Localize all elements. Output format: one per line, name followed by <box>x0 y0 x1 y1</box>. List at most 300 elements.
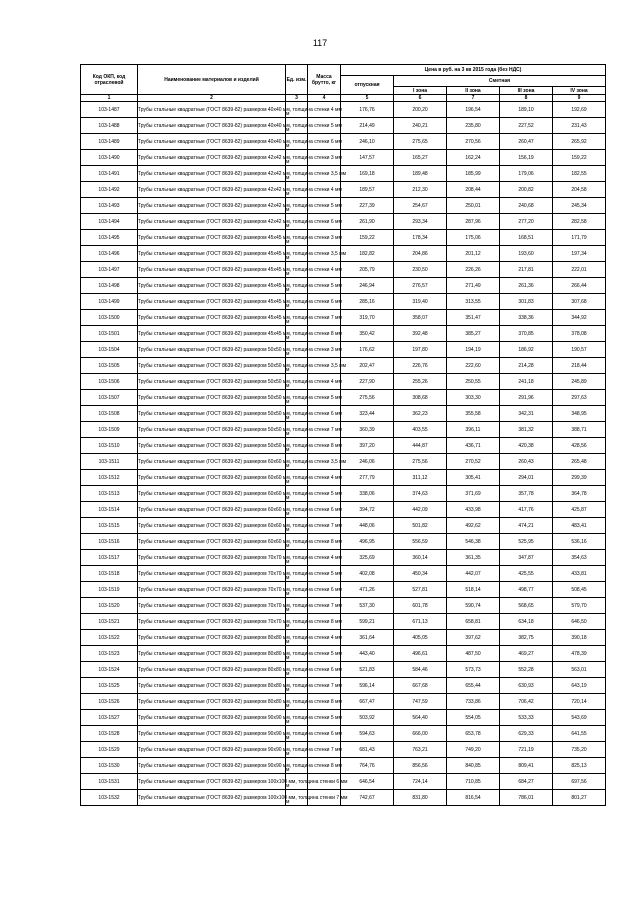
col-number: 6 <box>394 95 447 102</box>
row-zone-2-price: 208,44 <box>447 182 500 198</box>
row-zone-4-price: 204,58 <box>553 182 606 198</box>
row-zone-3-price: 417,76 <box>500 502 553 518</box>
row-unit: м <box>286 726 308 742</box>
row-name: Трубы стальные квадратные (ГОСТ 8639-82) размером 60х60 мм, толщина стенки 7 мм <box>138 518 286 534</box>
row-zone-2-price: 433,98 <box>447 502 500 518</box>
table-row <box>81 726 606 742</box>
row-release-price: 169,18 <box>341 166 394 182</box>
table-row <box>81 438 606 454</box>
row-unit: м <box>286 774 308 790</box>
row-code: 103-1513 <box>81 486 138 502</box>
row-name: Трубы стальные квадратные (ГОСТ 8639-82) размером 45х45 мм, толщина стенки 5 мм <box>138 278 286 294</box>
row-release-price: 323,44 <box>341 406 394 422</box>
row-code: 103-1506 <box>81 374 138 390</box>
col-number: 5 <box>341 95 394 102</box>
row-name: Трубы стальные квадратные (ГОСТ 8639-82) размером 80х80 мм, толщина стенки 6 мм <box>138 662 286 678</box>
row-release-price: 214,49 <box>341 118 394 134</box>
table-row <box>81 358 606 374</box>
row-zone-3-price: 241,18 <box>500 374 553 390</box>
row-zone-2-price: 658,81 <box>447 614 500 630</box>
col-number: 3 <box>286 95 308 102</box>
row-release-price: 338,06 <box>341 486 394 502</box>
row-zone-4-price: 364,78 <box>553 486 606 502</box>
row-code: 103-1530 <box>81 758 138 774</box>
row-code: 103-1523 <box>81 646 138 662</box>
row-zone-1-price: 584,46 <box>394 662 447 678</box>
row-name: Трубы стальные квадратные (ГОСТ 8639-82) размером 80х80 мм, толщина стенки 8 мм <box>138 694 286 710</box>
row-code: 103-1497 <box>81 262 138 278</box>
table-row <box>81 166 606 182</box>
row-unit: м <box>286 406 308 422</box>
table-row <box>81 662 606 678</box>
row-zone-4-price: 508,45 <box>553 582 606 598</box>
row-code: 103-1493 <box>81 198 138 214</box>
row-zone-4-price: 348,95 <box>553 406 606 422</box>
row-zone-2-price: 487,50 <box>447 646 500 662</box>
row-zone-2-price: 573,73 <box>447 662 500 678</box>
row-zone-3-price: 217,81 <box>500 262 553 278</box>
row-name: Трубы стальные квадратные (ГОСТ 8639-82) размером 40х40 мм, толщина стенки 4 мм <box>138 102 286 118</box>
row-zone-3-price: 382,75 <box>500 630 553 646</box>
row-zone-1-price: 254,67 <box>394 198 447 214</box>
row-zone-3-price: 684,27 <box>500 774 553 790</box>
row-zone-3-price: 294,01 <box>500 470 553 486</box>
row-unit: м <box>286 534 308 550</box>
row-zone-4-price: 641,55 <box>553 726 606 742</box>
row-zone-3-price: 189,10 <box>500 102 553 118</box>
row-zone-1-price: 319,40 <box>394 294 447 310</box>
row-name: Трубы стальные квадратные (ГОСТ 8639-82) размером 42х42 мм, толщина стенки 6 мм <box>138 214 286 230</box>
row-unit: м <box>286 246 308 262</box>
row-name: Трубы стальные квадратные (ГОСТ 8639-82) размером 50х50 мм, толщина стенки 8 мм <box>138 438 286 454</box>
row-unit: м <box>286 518 308 534</box>
row-zone-1-price: 275,65 <box>394 134 447 150</box>
row-code: 103-1527 <box>81 710 138 726</box>
table-row <box>81 534 606 550</box>
row-release-price: 402,08 <box>341 566 394 582</box>
row-zone-2-price: 396,11 <box>447 422 500 438</box>
row-unit: м <box>286 694 308 710</box>
row-release-price: 246,06 <box>341 454 394 470</box>
row-code: 103-1511 <box>81 454 138 470</box>
row-zone-1-price: 831,80 <box>394 790 447 806</box>
table-row <box>81 374 606 390</box>
row-code: 103-1516 <box>81 534 138 550</box>
row-release-price: 594,63 <box>341 726 394 742</box>
row-unit: м <box>286 438 308 454</box>
row-name: Трубы стальные квадратные (ГОСТ 8639-82) размером 40х40 мм, толщина стенки 5 мм <box>138 118 286 134</box>
row-release-price: 443,40 <box>341 646 394 662</box>
row-zone-3-price: 260,47 <box>500 134 553 150</box>
row-zone-3-price: 179,06 <box>500 166 553 182</box>
table-row <box>81 598 606 614</box>
row-zone-1-price: 601,78 <box>394 598 447 614</box>
table-row <box>81 678 606 694</box>
row-zone-4-price: 197,34 <box>553 246 606 262</box>
row-zone-3-price: 706,42 <box>500 694 553 710</box>
header-zone-2: II зона <box>447 87 500 95</box>
row-code: 103-1504 <box>81 342 138 358</box>
row-zone-3-price: 260,43 <box>500 454 553 470</box>
row-unit: м <box>286 678 308 694</box>
table-row <box>81 502 606 518</box>
row-unit: м <box>286 614 308 630</box>
row-code: 103-1492 <box>81 182 138 198</box>
row-unit: м <box>286 118 308 134</box>
table-row <box>81 214 606 230</box>
row-name: Трубы стальные квадратные (ГОСТ 8639-82) размером 60х60 мм, толщина стенки 5 мм <box>138 486 286 502</box>
row-release-price: 261,90 <box>341 214 394 230</box>
row-name: Трубы стальные квадратные (ГОСТ 8639-82) размером 45х45 мм, толщина стенки 8 мм <box>138 326 286 342</box>
row-zone-1-price: 374,63 <box>394 486 447 502</box>
row-unit: м <box>286 294 308 310</box>
row-code: 103-1521 <box>81 614 138 630</box>
row-name: Трубы стальные квадратные (ГОСТ 8639-82) размером 50х50 мм, толщина стенки 5 мм <box>138 390 286 406</box>
row-name: Трубы стальные квадратные (ГОСТ 8639-82) размером 45х45 мм, толщина стенки 7 мм <box>138 310 286 326</box>
row-name: Трубы стальные квадратные (ГОСТ 8639-82) размером 90х90 мм, толщина стенки 6 мм <box>138 726 286 742</box>
row-code: 103-1487 <box>81 102 138 118</box>
row-name: Трубы стальные квадратные (ГОСТ 8639-82) размером 70х70 мм, толщина стенки 6 мм <box>138 582 286 598</box>
row-zone-3-price: 498,77 <box>500 582 553 598</box>
row-name: Трубы стальные квадратные (ГОСТ 8639-82) размером 70х70 мм, толщина стенки 5 мм <box>138 566 286 582</box>
row-release-price: 277,79 <box>341 470 394 486</box>
row-zone-4-price: 428,56 <box>553 438 606 454</box>
row-zone-2-price: 271,49 <box>447 278 500 294</box>
row-unit: м <box>286 710 308 726</box>
row-zone-2-price: 590,74 <box>447 598 500 614</box>
row-zone-3-price: 629,33 <box>500 726 553 742</box>
row-code: 103-1488 <box>81 118 138 134</box>
row-zone-1-price: 403,55 <box>394 422 447 438</box>
row-zone-3-price: 469,27 <box>500 646 553 662</box>
table-row <box>81 422 606 438</box>
row-name: Трубы стальные квадратные (ГОСТ 8639-82) размером 42х42 мм, толщина стенки 5 мм <box>138 198 286 214</box>
header-unit: Ед. изм. <box>286 65 308 95</box>
row-release-price: 397,20 <box>341 438 394 454</box>
row-release-price: 360,39 <box>341 422 394 438</box>
table-row <box>81 486 606 502</box>
row-zone-2-price: 162,24 <box>447 150 500 166</box>
row-release-price: 496,95 <box>341 534 394 550</box>
row-name: Трубы стальные квадратные (ГОСТ 8639-82) размером 80х80 мм, толщина стенки 4 мм <box>138 630 286 646</box>
row-zone-4-price: 190,57 <box>553 342 606 358</box>
row-code: 103-1515 <box>81 518 138 534</box>
row-zone-4-price: 307,68 <box>553 294 606 310</box>
row-zone-1-price: 724,14 <box>394 774 447 790</box>
row-zone-2-price: 840,85 <box>447 758 500 774</box>
row-release-price: 189,57 <box>341 182 394 198</box>
row-zone-3-price: 156,19 <box>500 150 553 166</box>
row-code: 103-1519 <box>81 582 138 598</box>
row-release-price: 448,06 <box>341 518 394 534</box>
row-zone-2-price: 194,19 <box>447 342 500 358</box>
header-zone-3: III зона <box>500 87 553 95</box>
table-row <box>81 470 606 486</box>
row-release-price: 159,22 <box>341 230 394 246</box>
header-price-group: Цена в руб. на 3 кв 2015 года (без НДС) <box>341 65 606 76</box>
row-zone-1-price: 556,59 <box>394 534 447 550</box>
row-zone-4-price: 282,58 <box>553 214 606 230</box>
row-zone-3-price: 277,20 <box>500 214 553 230</box>
row-zone-3-price: 420,38 <box>500 438 553 454</box>
row-code: 103-1508 <box>81 406 138 422</box>
row-unit: м <box>286 278 308 294</box>
row-unit: м <box>286 454 308 470</box>
row-zone-1-price: 667,68 <box>394 678 447 694</box>
row-zone-1-price: 392,48 <box>394 326 447 342</box>
row-code: 103-1526 <box>81 694 138 710</box>
row-code: 103-1532 <box>81 790 138 806</box>
row-name: Трубы стальные квадратные (ГОСТ 8639-82) размером 80х80 мм, толщина стенки 7 мм <box>138 678 286 694</box>
row-name: Трубы стальные квадратные (ГОСТ 8639-82) размером 42х42 мм, толщина стенки 3 мм <box>138 150 286 166</box>
row-name: Трубы стальные квадратные (ГОСТ 8639-82) размером 100х100 мм, толщина стенки 6 мм <box>138 774 286 790</box>
row-release-price: 521,83 <box>341 662 394 678</box>
row-unit: м <box>286 742 308 758</box>
row-code: 103-1520 <box>81 598 138 614</box>
row-code: 103-1517 <box>81 550 138 566</box>
table-row <box>81 742 606 758</box>
row-zone-1-price: 666,00 <box>394 726 447 742</box>
row-release-price: 246,10 <box>341 134 394 150</box>
header-code: Код ОКП, код отраслевой <box>81 65 138 95</box>
row-unit: м <box>286 342 308 358</box>
row-zone-1-price: 276,57 <box>394 278 447 294</box>
row-unit: м <box>286 214 308 230</box>
row-zone-4-price: 425,87 <box>553 502 606 518</box>
row-zone-2-price: 397,62 <box>447 630 500 646</box>
row-name: Трубы стальные квадратные (ГОСТ 8639-82) размером 60х60 мм, толщина стенки 3,5 мм <box>138 454 286 470</box>
row-zone-4-price: 390,18 <box>553 630 606 646</box>
row-zone-2-price: 442,07 <box>447 566 500 582</box>
table-row <box>81 278 606 294</box>
row-zone-3-price: 240,68 <box>500 198 553 214</box>
row-name: Трубы стальные квадратные (ГОСТ 8639-82) размером 40х40 мм, толщина стенки 6 мм <box>138 134 286 150</box>
row-unit: м <box>286 646 308 662</box>
table-row <box>81 294 606 310</box>
row-release-price: 764,76 <box>341 758 394 774</box>
row-unit: м <box>286 550 308 566</box>
table-row <box>81 630 606 646</box>
row-unit: м <box>286 310 308 326</box>
row-name: Трубы стальные квадратные (ГОСТ 8639-82) размером 45х45 мм, толщина стенки 4 мм <box>138 262 286 278</box>
row-unit: м <box>286 486 308 502</box>
row-zone-2-price: 518,14 <box>447 582 500 598</box>
table-row <box>81 454 606 470</box>
row-zone-1-price: 564,40 <box>394 710 447 726</box>
row-code: 103-1490 <box>81 150 138 166</box>
row-zone-2-price: 201,12 <box>447 246 500 262</box>
table-row <box>81 310 606 326</box>
table-row <box>81 758 606 774</box>
row-unit: м <box>286 358 308 374</box>
row-zone-4-price: 354,63 <box>553 550 606 566</box>
row-zone-2-price: 371,69 <box>447 486 500 502</box>
row-zone-2-price: 222,60 <box>447 358 500 374</box>
row-zone-2-price: 250,01 <box>447 198 500 214</box>
row-release-price: 205,79 <box>341 262 394 278</box>
table-row <box>81 182 606 198</box>
row-code: 103-1522 <box>81 630 138 646</box>
row-zone-2-price: 355,58 <box>447 406 500 422</box>
row-release-price: 503,92 <box>341 710 394 726</box>
row-release-price: 176,76 <box>341 102 394 118</box>
row-unit: м <box>286 790 308 806</box>
row-zone-3-price: 347,87 <box>500 550 553 566</box>
table-row <box>81 102 606 118</box>
row-zone-2-price: 235,80 <box>447 118 500 134</box>
row-zone-4-price: 735,20 <box>553 742 606 758</box>
row-zone-2-price: 749,20 <box>447 742 500 758</box>
col-number: 8 <box>500 95 553 102</box>
col-number: 9 <box>553 95 606 102</box>
row-release-price: 537,30 <box>341 598 394 614</box>
page-number: 117 <box>312 38 328 48</box>
row-unit: м <box>286 230 308 246</box>
row-code: 103-1510 <box>81 438 138 454</box>
row-zone-4-price: 171,79 <box>553 230 606 246</box>
row-zone-1-price: 405,05 <box>394 630 447 646</box>
row-release-price: 202,47 <box>341 358 394 374</box>
table-row <box>81 774 606 790</box>
row-unit: м <box>286 166 308 182</box>
row-code: 103-1494 <box>81 214 138 230</box>
row-zone-2-price: 655,44 <box>447 678 500 694</box>
row-zone-2-price: 287,96 <box>447 214 500 230</box>
header-name: Наименование материалов и изделий <box>138 65 286 95</box>
row-zone-4-price: 801,27 <box>553 790 606 806</box>
table-row <box>81 646 606 662</box>
row-zone-4-price: 543,69 <box>553 710 606 726</box>
row-zone-4-price: 245,34 <box>553 198 606 214</box>
row-zone-1-price: 275,56 <box>394 454 447 470</box>
row-zone-3-price: 338,36 <box>500 310 553 326</box>
table-row <box>81 566 606 582</box>
row-unit: м <box>286 134 308 150</box>
header-mass: Масса брутто, кг <box>308 65 341 95</box>
row-zone-4-price: 222,01 <box>553 262 606 278</box>
row-unit: м <box>286 598 308 614</box>
row-release-price: 246,94 <box>341 278 394 294</box>
table-row <box>81 694 606 710</box>
table-row <box>81 550 606 566</box>
row-zone-1-price: 450,34 <box>394 566 447 582</box>
row-code: 103-1509 <box>81 422 138 438</box>
row-zone-1-price: 362,23 <box>394 406 447 422</box>
table-row <box>81 406 606 422</box>
table-row <box>81 518 606 534</box>
row-zone-1-price: 197,80 <box>394 342 447 358</box>
row-zone-2-price: 196,54 <box>447 102 500 118</box>
row-code: 103-1514 <box>81 502 138 518</box>
row-zone-2-price: 733,86 <box>447 694 500 710</box>
price-table <box>80 64 606 806</box>
row-zone-1-price: 747,59 <box>394 694 447 710</box>
row-code: 103-1500 <box>81 310 138 326</box>
table-row <box>81 342 606 358</box>
row-unit: м <box>286 262 308 278</box>
row-zone-3-price: 809,41 <box>500 758 553 774</box>
table-row <box>81 134 606 150</box>
row-zone-4-price: 536,16 <box>553 534 606 550</box>
row-zone-3-price: 474,21 <box>500 518 553 534</box>
row-zone-1-price: 444,87 <box>394 438 447 454</box>
row-code: 103-1498 <box>81 278 138 294</box>
row-name: Трубы стальные квадратные (ГОСТ 8639-82) размером 90х90 мм, толщина стенки 7 мм <box>138 742 286 758</box>
col-number: 4 <box>308 95 341 102</box>
row-name: Трубы стальные квадратные (ГОСТ 8639-82) размером 90х90 мм, толщина стенки 5 мм <box>138 710 286 726</box>
row-zone-1-price: 501,82 <box>394 518 447 534</box>
row-release-price: 285,16 <box>341 294 394 310</box>
row-name: Трубы стальные квадратные (ГОСТ 8639-82) размером 80х80 мм, толщина стенки 5 мм <box>138 646 286 662</box>
row-release-price: 742,67 <box>341 790 394 806</box>
row-name: Трубы стальные квадратные (ГОСТ 8639-82) размером 50х50 мм, толщина стенки 3 мм <box>138 342 286 358</box>
row-zone-2-price: 270,52 <box>447 454 500 470</box>
row-zone-4-price: 388,71 <box>553 422 606 438</box>
row-code: 103-1525 <box>81 678 138 694</box>
row-zone-4-price: 265,92 <box>553 134 606 150</box>
table-row <box>81 230 606 246</box>
table-row <box>81 710 606 726</box>
row-zone-2-price: 303,30 <box>447 390 500 406</box>
row-release-price: 227,90 <box>341 374 394 390</box>
table-header <box>81 65 606 102</box>
row-zone-4-price: 182,55 <box>553 166 606 182</box>
row-zone-1-price: 360,14 <box>394 550 447 566</box>
row-zone-4-price: 646,50 <box>553 614 606 630</box>
row-zone-4-price: 643,19 <box>553 678 606 694</box>
row-name: Трубы стальные квадратные (ГОСТ 8639-82) размером 50х50 мм, толщина стенки 7 мм <box>138 422 286 438</box>
row-code: 103-1512 <box>81 470 138 486</box>
header-zone-4: IV зона <box>553 87 606 95</box>
row-unit: м <box>286 630 308 646</box>
row-zone-2-price: 816,54 <box>447 790 500 806</box>
header-zone-1: I зона <box>394 87 447 95</box>
row-zone-1-price: 358,07 <box>394 310 447 326</box>
row-release-price: 599,21 <box>341 614 394 630</box>
row-zone-4-price: 720,14 <box>553 694 606 710</box>
row-code: 103-1501 <box>81 326 138 342</box>
row-zone-1-price: 230,50 <box>394 262 447 278</box>
row-unit: м <box>286 566 308 582</box>
row-zone-4-price: 218,44 <box>553 358 606 374</box>
table-row <box>81 198 606 214</box>
row-unit: м <box>286 182 308 198</box>
row-zone-4-price: 433,81 <box>553 566 606 582</box>
row-code: 103-1529 <box>81 742 138 758</box>
table-row <box>81 582 606 598</box>
row-code: 103-1495 <box>81 230 138 246</box>
row-zone-3-price: 425,55 <box>500 566 553 582</box>
row-name: Трубы стальные квадратные (ГОСТ 8639-82) размером 42х42 мм, толщина стенки 4 мм <box>138 182 286 198</box>
row-zone-3-price: 227,52 <box>500 118 553 134</box>
row-name: Трубы стальные квадратные (ГОСТ 8639-82) размером 60х60 мм, толщина стенки 6 мм <box>138 502 286 518</box>
row-zone-1-price: 496,61 <box>394 646 447 662</box>
header-estimate: Сметная <box>394 76 606 87</box>
row-zone-3-price: 525,95 <box>500 534 553 550</box>
row-zone-3-price: 721,19 <box>500 742 553 758</box>
row-unit: м <box>286 102 308 118</box>
row-name: Трубы стальные квадратные (ГОСТ 8639-82) размером 45х45 мм, толщина стенки 6 мм <box>138 294 286 310</box>
row-zone-3-price: 200,82 <box>500 182 553 198</box>
row-release-price: 394,72 <box>341 502 394 518</box>
row-zone-4-price: 159,22 <box>553 150 606 166</box>
row-zone-4-price: 579,70 <box>553 598 606 614</box>
row-zone-3-price: 261,36 <box>500 278 553 294</box>
row-code: 103-1491 <box>81 166 138 182</box>
row-name: Трубы стальные квадратные (ГОСТ 8639-82) размером 70х70 мм, толщина стенки 8 мм <box>138 614 286 630</box>
row-zone-1-price: 856,56 <box>394 758 447 774</box>
table-row <box>81 262 606 278</box>
